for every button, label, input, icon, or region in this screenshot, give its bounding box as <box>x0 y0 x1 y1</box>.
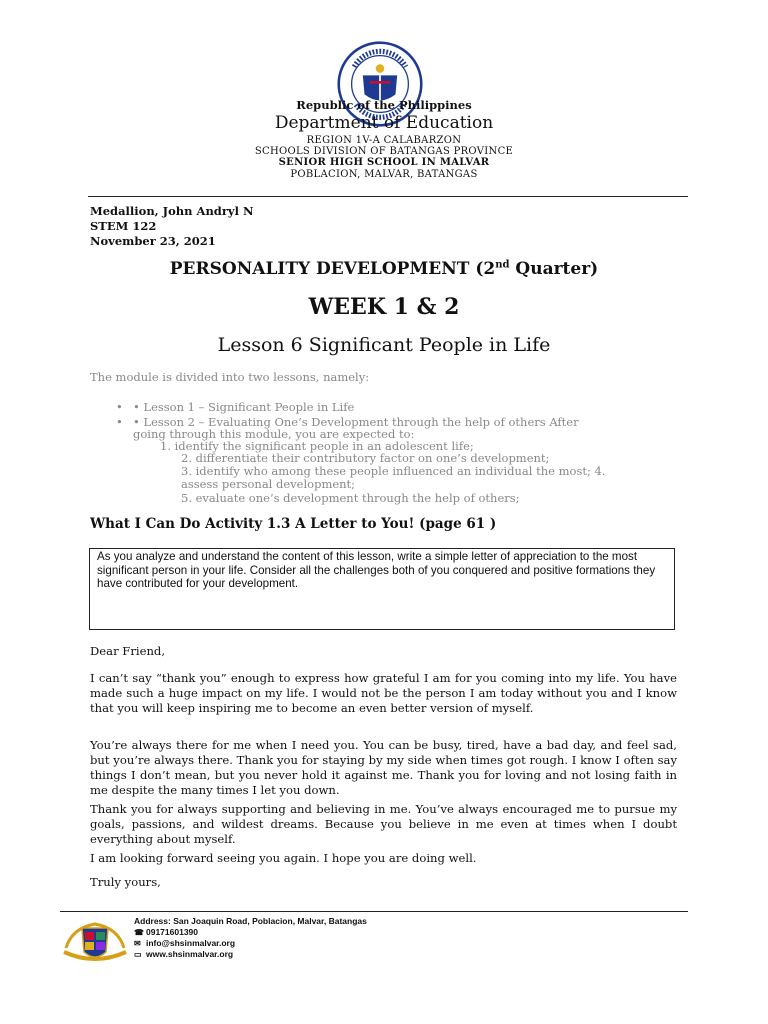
letter-paragraph-2: You’re always there for me when I need you. You can be busy, tired, have a bad day, and feel sad, but you’re always there. Thank you for staying by my side when times got rough. I know I often say things I don’t mean, but you never hold it against me. Thank you for loving and not losing faith in me despite the many times I let you down. <box>90 738 677 797</box>
lesson-2-item: • Lesson 2 – Evaluating One’s Development through the help of others After <box>133 415 579 429</box>
student-section: STEM 122 <box>90 219 157 233</box>
header-division: SCHOOLS DIVISION OF BATANGAS PROVINCE <box>254 146 514 157</box>
objective-5: 5. evaluate one’s development through the help of others; <box>181 491 520 505</box>
objective-4-continued: assess personal development; <box>181 477 356 491</box>
objective-1: 1. identify the significant people in an adolescent life; <box>160 439 474 453</box>
bullet-dot: • <box>116 400 123 414</box>
footer-contact <box>134 916 367 960</box>
header-school: SENIOR HIGH SCHOOL IN MALVAR <box>278 157 490 168</box>
phone-icon: ☎ <box>134 928 144 937</box>
header-region: REGION 1V-A CALABARZON <box>306 135 462 146</box>
bullet-dot: • <box>116 415 123 429</box>
student-name: Medallion, John Andryl N <box>90 204 254 218</box>
activity-heading: What I Can Do Activity 1.3 A Letter to You! (page 61 ) <box>90 516 497 532</box>
footer-divider <box>60 911 688 912</box>
computer-icon: ▭ <box>134 950 142 959</box>
lesson-1-item: • Lesson 1 – Significant People in Life <box>133 400 355 414</box>
letter-closing: Truly yours, <box>90 875 161 889</box>
header-address: POBLACION, MALVAR, BATANGAS <box>290 169 478 180</box>
intro-text: The module is divided into two lessons, namely: <box>90 370 370 384</box>
letter-greeting: Dear Friend, <box>90 644 166 658</box>
letter-paragraph-4: I am looking forward seeing you again. I hope you are doing well. <box>90 851 477 865</box>
lesson-2-continued: going through this module, you are expected to: <box>133 427 415 441</box>
email-icon: ✉ <box>134 939 141 948</box>
footer-address: Address: San Joaquin Road, Poblacion, Malvar, Batangas <box>134 916 367 926</box>
footer-website[interactable]: www.shsinmalvar.org <box>146 949 234 959</box>
header-department: Department of Education <box>274 113 494 133</box>
school-logo <box>62 918 128 968</box>
footer-phone: 09171601390 <box>146 927 199 937</box>
subject-title: PERSONALITY DEVELOPMENT (2nd Quarter) <box>169 259 599 279</box>
instructions-box: As you analyze and understand the content of this lesson, write a simple letter of appreciation to the most significant person in your life. Consider all the challenges both of you conquered and positive formations they have contributed for your development. <box>89 548 675 630</box>
letter-paragraph-1: I can’t say “thank you” enough to express how grateful I am for you coming into my life. You have made such a huge impact on my life. I would not be the person I am today without you and I know that you will keep inspiring me to become an even better version of myself. <box>90 671 677 715</box>
objective-2: 2. differentiate their contributory factor on one’s development; <box>181 451 550 465</box>
submission-date: November 23, 2021 <box>90 234 216 248</box>
week-title: WEEK 1 & 2 <box>308 294 460 320</box>
header-republic: Republic of the Philippines <box>296 98 472 112</box>
lesson-title: Lesson 6 Significant People in Life <box>217 334 551 356</box>
objective-3-4: 3. identify who among these people influenced an individual the most; 4. <box>181 464 606 478</box>
footer-email[interactable]: info@shsinmalvar.org <box>146 938 236 948</box>
letter-paragraph-3: Thank you for always supporting and believing in me. You’ve always encouraged me to pursue my goals, passions, and wildest dreams. Because you believe in me even at times when I doubt everything about myself. <box>90 802 677 846</box>
header-divider <box>88 196 688 197</box>
